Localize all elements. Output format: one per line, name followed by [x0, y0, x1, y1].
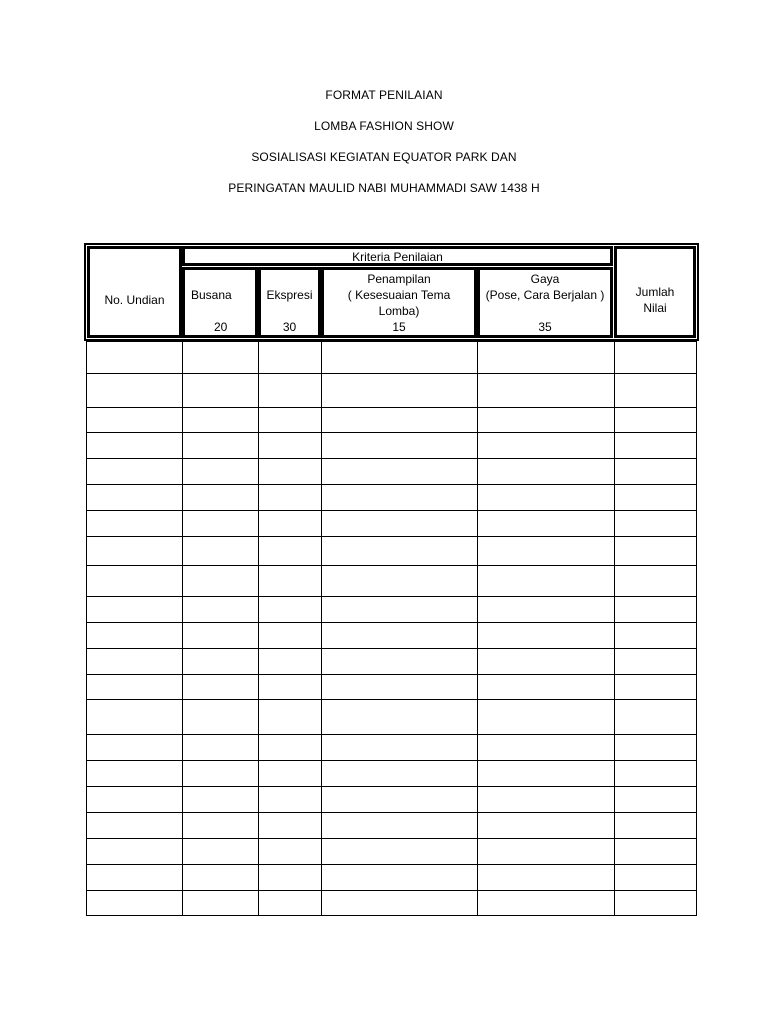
table-row-line: [86, 864, 697, 865]
table-column-line: [696, 341, 697, 916]
busana-label: Busana: [191, 288, 232, 302]
title-line-1: FORMAT PENILAIAN: [325, 88, 443, 102]
header-penampilan: [321, 267, 477, 338]
table-row-line: [86, 838, 697, 839]
busana-weight: 20: [214, 320, 228, 334]
table-row-line: [86, 484, 697, 485]
table-row-line: [86, 565, 697, 566]
gaya-label-2: (Pose, Cara Berjalan ): [485, 288, 605, 302]
table-column-line: [182, 341, 183, 916]
gaya-label-1: Gaya: [530, 272, 560, 286]
header-no-undian: [87, 246, 182, 338]
table-row-line: [86, 458, 697, 459]
table-column-line: [258, 341, 259, 916]
table-row-line: [86, 510, 697, 511]
header-jumlah-nilai: [614, 246, 696, 338]
table-row-line: [86, 432, 697, 433]
header-no-undian-label: No. Undian: [104, 293, 165, 307]
title-line-4: PERINGATAN MAULID NABI MUHAMMADI SAW 1438 H: [228, 181, 540, 195]
ekspresi-label: Ekspresi: [266, 288, 313, 302]
header-kriteria-penilaian: [182, 246, 613, 266]
table-row-line: [86, 734, 697, 735]
table-row-line: [86, 596, 697, 597]
table-row-line: [86, 341, 697, 342]
table-row-line: [86, 812, 697, 813]
table-column-line: [614, 341, 615, 916]
kriteria-label: Kriteria Penilaian: [352, 250, 443, 264]
header-gaya: [477, 267, 613, 338]
jumlah-label-2: Nilai: [643, 301, 667, 315]
table-row-line: [86, 674, 697, 675]
table-column-line: [321, 341, 322, 916]
ekspresi-weight: 30: [282, 320, 297, 334]
penampilan-label-3: Lomba): [378, 304, 420, 318]
title-line-2: LOMBA FASHION SHOW: [314, 119, 454, 133]
penampilan-weight: 15: [392, 320, 406, 334]
gaya-weight: 35: [538, 320, 552, 334]
penampilan-label-1: Penampilan: [367, 272, 431, 286]
table-row-line: [86, 536, 697, 537]
table-row-line: [86, 915, 697, 916]
header-busana: [182, 267, 258, 338]
penampilan-label-2: ( Kesesuaian Tema: [347, 288, 451, 302]
table-row-line: [86, 786, 697, 787]
table-column-line: [86, 341, 87, 916]
table-row-line: [86, 699, 697, 700]
table-row-line: [86, 648, 697, 649]
jumlah-label-1: Jumlah: [635, 285, 675, 299]
table-row-line: [86, 373, 697, 374]
table-row-line: [86, 760, 697, 761]
table-row-line: [86, 407, 697, 408]
table-column-line: [477, 341, 478, 916]
table-row-line: [86, 622, 697, 623]
header-ekspresi: [258, 267, 321, 338]
title-line-3: SOSIALISASI KEGIATAN EQUATOR PARK DAN: [251, 150, 517, 164]
table-row-line: [86, 890, 697, 891]
